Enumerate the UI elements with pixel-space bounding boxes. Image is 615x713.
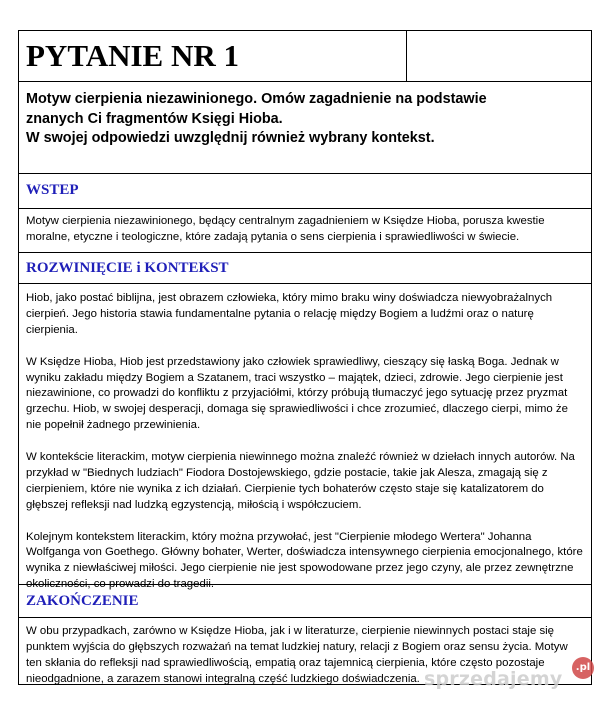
title-row [19, 31, 591, 82]
ending-text: W obu przypadkach, zarówno w Księdze Hioba, jak i w literaturze, cierpienie niewinnych postaci staje się punktem wyjścia do głębszych rozważań na temat ludzkiej natury, relacji z Bogiem oraz sensu życia. Motyw ten skłania do refleksji nad sprawiedliwością, empatią oraz tajemnicą cierpienia, które często pozostaje nieodgadnione, a zarazem stanowi integralną część ludzkiego doświadczenia. [26, 625, 568, 684]
intro-heading: WSTEP [19, 174, 591, 209]
watermark-badge: .pl [572, 657, 594, 679]
task-line: znanych Ci fragmentów Księgi Hioba. [26, 110, 283, 127]
development-heading: ROZWINIĘCIE i KONTEKST [19, 253, 591, 284]
task-statement [19, 82, 591, 174]
development-paragraph: Kolejnym kontekstem literackim, który można przywołać, jest "Cierpienie młodego Wertera" Johanna Wolfganga von Goethego. Główny bohater, Werter, doświadcza intensywnego cierpienia emocjonalnego, które wynika z niewłaściwej miłości. Jego cierpienie nie jest spowodowane przez jego czyny, ale przez zewnętrzne okoliczności, co prowadzi do tragedii. [26, 530, 583, 591]
task-line: Motyw cierpienia niezawinionego. Omów zagadnienie na podstawie [26, 91, 487, 107]
ending-heading: ZAKOŃCZENIE [19, 585, 591, 618]
task-line: W swojej odpowiedzi uwzględnij również wybrany kontekst. [26, 130, 435, 146]
development-paragraph: W kontekście literackim, motyw cierpienia niewinnego można znaleźć również w dziełach innych autorów. Na przykład w "Biednych ludziach" Fiodora Dostojewskiego, gdzie postacie, takie jak Alesza, zmagają się z cierpieniem, które nie wynika z ich działań. Cierpienie tych bohaterów często staje się katalizatorem do głębszej refleksji nad ludzką egzystencją, miłością i współczuciem. [26, 451, 575, 511]
watermark-text: sprzedajemy [424, 668, 563, 690]
development-text [19, 284, 591, 591]
development-paragraph: Hiob, jako postać biblijna, jest obrazem człowieka, który mimo braku winy doświadcza niewyobrażalnych cierpień. Jego historia stawia fundamentalne pytania o relację między Bogiem a ludźmi oraz o naturę cierpienia. [26, 292, 553, 336]
empty-title-cell [407, 31, 591, 81]
development-paragraph: W Księdze Hioba, Hiob jest przedstawiony jako człowiek sprawiedliwy, cieszący się łaską Boga. Jednak w wyniku zakładu między Bogiem a Szatanem, traci wszystko – majątek, dzieci, zdrowie. Jego cierpienie jest niezawinione, co prowadzi do konfliktu z przyjaciółmi, którzy próbują tłumaczyć jego sytuację przez pryzmat grzechu. Hiob, w swojej desperacji, domaga się sprawiedliwości i chce zrozumieć, dlaczego cierpi, mimo że nie popełnił żadnego przewinienia. [26, 355, 568, 432]
intro-text: Motyw cierpienia niezawinionego, będący centralnym zagadnieniem w Księdze Hioba, porusza kwestie moralne, etyczne i teologiczne, które zadają pytania o sens cierpienia i sprawiedliwości w świecie. [19, 209, 591, 253]
question-sheet [18, 30, 592, 685]
page-title: PYTANIE NR 1 [19, 31, 407, 81]
